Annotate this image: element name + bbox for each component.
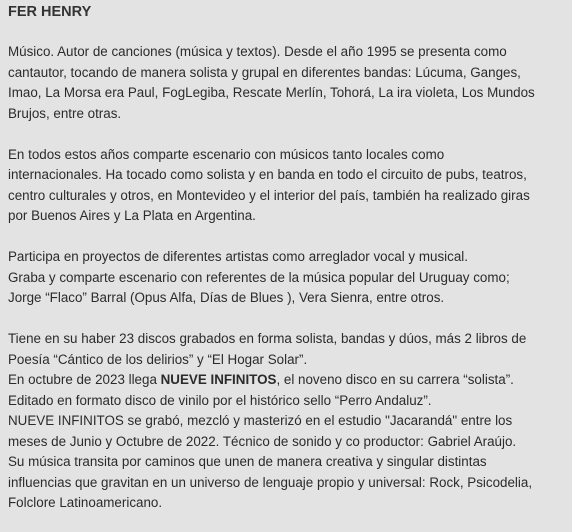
text-segment: En octubre de 2023 llega [8,372,161,387]
text-line: por Buenos Aires y La Plata en Argentina. [8,208,256,223]
text-line: centro culturales y otros, en Montevideo y el interior del país, también ha realizado giras [8,187,530,203]
text-line: meses de Junio y Octubre de 2022. Técnico de sonido y co productor: Gabriel Araújo. [8,433,517,449]
text-line: cantautor, tocando de manera solista y grupal en diferentes bandas: Lúcuma, Ganges, [8,64,521,80]
text-line: Participa en proyectos de diferentes artistas como arreglador vocal y musical. [8,249,468,264]
bio-paragraph-projects [8,247,564,309]
bio-paragraph-intro [8,42,564,124]
text-line: influencias que gravitan en un universo de lenguaje propio y universal: Rock, Psicodelia, [8,474,533,490]
text-segment: , el noveno disco en su carrera “solista”. [276,372,514,387]
text-line: Poesía “Cántico de los delirios” y “El Hogar Solar”. [8,351,308,367]
text-line: Editado en formato disco de vinilo por el histórico sello “Perro Andaluz”. [8,392,432,408]
text-line: Músico. Autor de canciones (música y textos). Desde el año 1995 se presenta como [8,44,507,59]
bio-paragraph-discography [8,329,564,514]
text-line: NUEVE INFINITOS se grabó, mezcló y masterizó en el estudio "Jacarandá" entre los [8,413,513,428]
text-line-album-release [8,370,564,391]
text-line: Jorge “Flaco” Barral (Opus Alfa, Días de Blues ), Vera Sienra, entre otros. [8,290,445,305]
text-line: Tiene en su haber 23 discos grabados en forma solista, bandas y dúos, más 2 libros de [8,331,527,346]
text-line: Su música transita por caminos que unen de manera creativa y singular distintas [8,454,487,469]
bio-paragraph-stages [8,145,564,227]
text-line: En todos estos años comparte escenario con músicos tanto locales como [8,146,445,162]
page-title: FER HENRY [8,4,92,20]
text-line: Brujos, entre otras. [8,105,122,121]
text-line: Folclore Latinoamericano. [8,495,163,510]
album-title-bold: NUEVE INFINITOS [160,372,277,387]
text-line: Imao, La Morsa era Paul, FogLegiba, Rescate Merlín, Tohorá, La ira violeta, Los Mundos [8,85,535,100]
text-line: internacionales. Ha tocado como solista y en banda en todo el circuito de pubs, teatros, [8,167,527,182]
text-line: Graba y comparte escenario con referentes de la música popular del Uruguay como; [8,269,510,285]
